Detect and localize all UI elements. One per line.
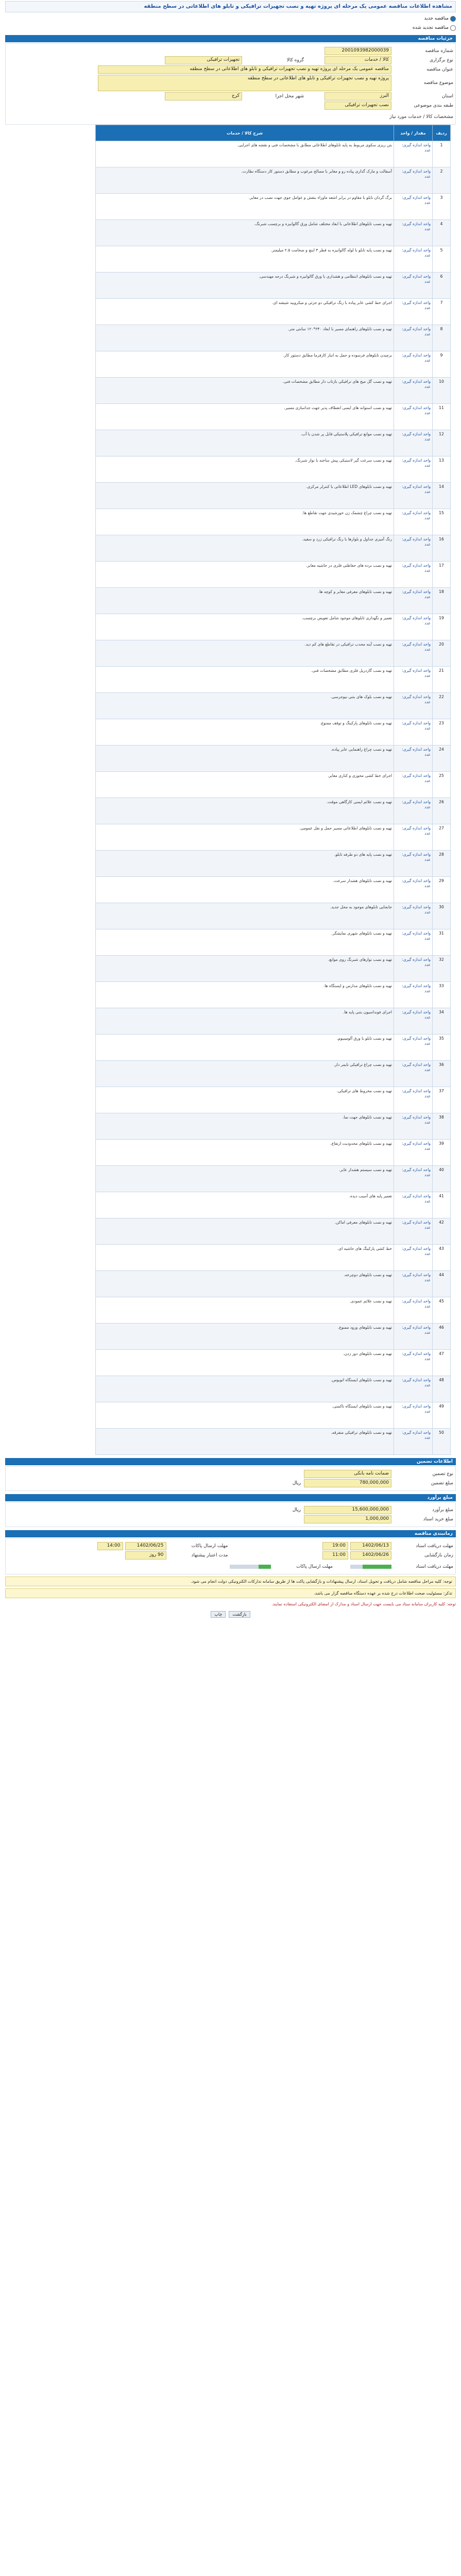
row-number: 30 xyxy=(433,903,451,929)
row-description: تهیه و نصب تابلوهای معرفی اماکن. xyxy=(96,1218,394,1245)
table-row xyxy=(96,1245,451,1271)
row-description: تهیه و نصب تابلوهای راهنمای مسیر با ابعاد ۲۴۰*۱۲۰ سانتی متر. xyxy=(96,325,394,351)
row-description: تهیه و نصب پایه تابلو با لوله گالوانیزه به قطر ۳ اینچ و ضخامت ۲.۵ میلیمتر. xyxy=(96,246,394,273)
estimate-value: 15,600,000,000 xyxy=(304,1506,391,1514)
row-number: 13 xyxy=(433,456,451,483)
row-number: 43 xyxy=(433,1245,451,1271)
status-renewed-label: مناقصه تجدید شده xyxy=(412,25,449,30)
progress2-fill xyxy=(259,1565,271,1569)
row-number: 40 xyxy=(433,1166,451,1192)
col-unit-header: مقدار / واحد xyxy=(394,125,433,141)
open-label: زمان بازگشایی xyxy=(424,1553,453,1558)
row-unit: واحد اندازه گیری: عدد xyxy=(394,1166,433,1192)
row-description: تهیه و نصب تابلوهای دور زدن. xyxy=(96,1350,394,1376)
table-row xyxy=(96,1218,451,1245)
subject-value: پروژه تهیه و نصب تجهیزات ترافیکی و تابلو های اطلاعاتی در سطح منطقه xyxy=(98,75,391,91)
progress1-label: مهلت دریافت اسناد xyxy=(416,1564,453,1569)
row-unit: واحد اندازه گیری: عدد xyxy=(394,378,433,404)
row-number: 44 xyxy=(433,1271,451,1297)
row-description: تهیه و نصب علائم ایمنی کارگاهی موقت. xyxy=(96,798,394,824)
row-description: تهیه و نصب تابلوهای جهت نما. xyxy=(96,1113,394,1140)
row-number: 39 xyxy=(433,1140,451,1166)
guarantee-section-header: اطلاعات تضمین xyxy=(5,1458,456,1465)
row-unit: واحد اندازه گیری: عدد xyxy=(394,1061,433,1087)
guarantee-unit: ریال xyxy=(292,1481,301,1486)
table-row xyxy=(96,824,451,851)
row-number: 28 xyxy=(433,851,451,877)
row-description: تهیه و نصب آینه محدب ترافیکی در تقاطع های کم دید. xyxy=(96,640,394,667)
row-unit: واحد اندازه گیری: عدد xyxy=(394,456,433,483)
print-button[interactable]: چاپ xyxy=(211,1611,226,1618)
open-date: 1402/06/26 xyxy=(350,1551,391,1560)
row-number: 37 xyxy=(433,1087,451,1113)
row-description: تهیه و نصب تابلوهای LED اطلاعاتی با کنترلر مرکزی. xyxy=(96,483,394,509)
status-new-radio[interactable] xyxy=(450,16,456,22)
row-description: برگ گردان تابلو با مقاوم در برابر اشعه ماوراء بنفش و عوامل جوی جهت نصب در معابر. xyxy=(96,194,394,220)
row-number: 9 xyxy=(433,351,451,378)
row-number: 50 xyxy=(433,1429,451,1455)
row-unit: واحد اندازه گیری: عدد xyxy=(394,1297,433,1324)
row-description: تعمیر پایه های آسیب دیده. xyxy=(96,1192,394,1218)
row-description: تهیه و نصب چراغ راهنمایی عابر پیاده. xyxy=(96,745,394,772)
row-unit: واحد اندازه گیری: عدد xyxy=(394,1087,433,1113)
row-number: 31 xyxy=(433,929,451,956)
table-row xyxy=(96,167,451,194)
row-description: خط کشی پارکینگ های حاشیه ای. xyxy=(96,1245,394,1271)
row-unit: واحد اندازه گیری: عدد xyxy=(394,1429,433,1455)
estimate-unit: ریال xyxy=(292,1507,301,1513)
table-row xyxy=(96,535,451,562)
city-label: شهر محل اجرا xyxy=(275,94,304,99)
page-title: مشاهده اطلاعات مناقصه عمومی یک مرحله ای پروژه تهیه و نصب تجهیزات ترافیکی و تابلو های اطلاعاتی در سطح منطقه xyxy=(5,1,456,12)
table-row xyxy=(96,1271,451,1297)
row-description: تعمیر و نگهداری تابلوهای موجود شامل تعویض برچسب. xyxy=(96,614,394,640)
row-unit: واحد اندازه گیری: عدد xyxy=(394,851,433,877)
table-row xyxy=(96,1192,451,1218)
doc-price-value: 1,000,000 xyxy=(304,1515,391,1523)
row-number: 20 xyxy=(433,640,451,667)
row-number: 26 xyxy=(433,798,451,824)
guarantee-amount-value: 780,000,000 xyxy=(304,1479,391,1487)
table-row xyxy=(96,1402,451,1429)
row-unit: واحد اندازه گیری: عدد xyxy=(394,640,433,667)
row-description: تهیه و نصب سرعت گیر لاستیکی پیش ساخته با نوار شبرنگ. xyxy=(96,456,394,483)
row-description: تهیه و نصب تابلوهای اطلاعاتی با ابعاد مختلف شامل ورق گالوانیزه و برچسب شبرنگ. xyxy=(96,220,394,246)
row-number: 17 xyxy=(433,562,451,588)
row-number: 2 xyxy=(433,167,451,194)
validity-label: مدت اعتبار پیشنهاد xyxy=(191,1553,228,1558)
table-row xyxy=(96,1140,451,1166)
table-row xyxy=(96,851,451,877)
row-description: تهیه و نصب تابلوهای انتظامی و هشداری با ورق گالوانیزه و شبرنگ درجه مهندسی. xyxy=(96,273,394,299)
row-unit: واحد اندازه گیری: عدد xyxy=(394,614,433,640)
publish-label: مهلت دریافت اسناد xyxy=(416,1544,453,1549)
row-unit: واحد اندازه گیری: عدد xyxy=(394,246,433,273)
row-unit: واحد اندازه گیری: عدد xyxy=(394,903,433,929)
table-row xyxy=(96,509,451,535)
row-unit: واحد اندازه گیری: عدد xyxy=(394,167,433,194)
row-number: 11 xyxy=(433,404,451,430)
table-row xyxy=(96,1061,451,1087)
table-row xyxy=(96,351,451,378)
table-row xyxy=(96,982,451,1008)
row-description: تهیه و نصب تابلوهای اطلاعاتی مسیر حمل و نقل عمومی. xyxy=(96,824,394,851)
details-section-header: جزئیات مناقصه xyxy=(5,35,456,42)
row-description: بتن ریزی سکوی مربوط به پایه تابلوهای اطلاعاتی مطابق با مشخصات فنی و نقشه های اجرایی. xyxy=(96,141,394,167)
row-number: 27 xyxy=(433,824,451,851)
status-renewed-radio[interactable] xyxy=(450,25,456,31)
row-number: 25 xyxy=(433,772,451,798)
row-number: 45 xyxy=(433,1297,451,1324)
row-number: 21 xyxy=(433,667,451,693)
row-description: جابجایی تابلوهای موجود به محل جدید. xyxy=(96,903,394,929)
back-button[interactable]: بازگشت xyxy=(229,1611,250,1618)
row-number: 18 xyxy=(433,588,451,614)
gov-group-value: تجهیزات ترافیکی xyxy=(165,56,242,64)
dates-block xyxy=(5,1538,456,1574)
row-number: 12 xyxy=(433,430,451,456)
table-row xyxy=(96,246,451,273)
row-number: 1 xyxy=(433,141,451,167)
row-unit: واحد اندازه گیری: عدد xyxy=(394,1402,433,1429)
table-row xyxy=(96,1324,451,1350)
estimate-label: مبلغ برآورد xyxy=(432,1507,453,1513)
row-description: تهیه و نصب مخروط های ترافیکی. xyxy=(96,1087,394,1113)
row-unit: واحد اندازه گیری: عدد xyxy=(394,982,433,1008)
row-description: تهیه و نصب گاردریل فلزی مطابق مشخصات فنی. xyxy=(96,667,394,693)
guarantee-amount-label: مبلغ تضمین xyxy=(431,1481,453,1486)
row-description: تهیه و نصب تابلوهای ایستگاه تاکسی. xyxy=(96,1402,394,1429)
row-number: 38 xyxy=(433,1113,451,1140)
details-block xyxy=(5,43,456,125)
open-time: 11:00 xyxy=(322,1551,348,1560)
row-unit: واحد اندازه گیری: عدد xyxy=(394,404,433,430)
table-row xyxy=(96,1166,451,1192)
row-unit: واحد اندازه گیری: عدد xyxy=(394,1218,433,1245)
row-unit: واحد اندازه گیری: عدد xyxy=(394,483,433,509)
row-number: 5 xyxy=(433,246,451,273)
row-unit: واحد اندازه گیری: عدد xyxy=(394,325,433,351)
category-value: کالا / خدمات xyxy=(325,56,391,64)
table-row xyxy=(96,588,451,614)
row-number: 19 xyxy=(433,614,451,640)
row-description: تهیه و نصب استوانه های ایمنی انعطاف پذیر جهت جداسازی مسیر. xyxy=(96,404,394,430)
row-number: 10 xyxy=(433,378,451,404)
row-number: 48 xyxy=(433,1376,451,1402)
table-row xyxy=(96,1035,451,1061)
row-description: تهیه و نصب تابلوهای دوچرخه. xyxy=(96,1271,394,1297)
row-number: 7 xyxy=(433,299,451,325)
table-row xyxy=(96,614,451,640)
row-description: تهیه و نصب تابلوهای محدودیت ارتفاع. xyxy=(96,1140,394,1166)
publish-time: 19:00 xyxy=(322,1542,348,1550)
row-unit: واحد اندازه گیری: عدد xyxy=(394,693,433,719)
row-number: 42 xyxy=(433,1218,451,1245)
table-row xyxy=(96,929,451,956)
row-unit: واحد اندازه گیری: عدد xyxy=(394,1035,433,1061)
row-unit: واحد اندازه گیری: عدد xyxy=(394,430,433,456)
row-description: تهیه و نصب گل میخ های ترافیکی بازتاب دار مطابق مشخصات فنی. xyxy=(96,378,394,404)
title-value: مناقصه عمومی یک مرحله ای پروژه تهیه و نصب تجهیزات ترافیکی و تابلو های اطلاعاتی در سطح منطقه xyxy=(98,65,391,74)
row-unit: واحد اندازه گیری: عدد xyxy=(394,929,433,956)
row-number: 23 xyxy=(433,719,451,745)
status-new-label: مناقصه جدید xyxy=(424,16,449,21)
row-unit: واحد اندازه گیری: عدد xyxy=(394,273,433,299)
row-number: 8 xyxy=(433,325,451,351)
table-row xyxy=(96,378,451,404)
row-description: تهیه و نصب چراغ ترافیکی تایمر دار. xyxy=(96,1061,394,1087)
validity-value: 90 روز xyxy=(125,1551,166,1560)
row-number: 46 xyxy=(433,1324,451,1350)
note-1: توجه: کلیه مراحل مناقصه شامل دریافت و تحویل اسناد، ارسال پیشنهادات و بازگشایی پاکت ها از طریق سامانه تدارکات الکترونیکی دولت انجام می شود. xyxy=(5,1577,456,1586)
info-label: مشخصات کالا / خدمات مورد نیاز xyxy=(389,114,453,120)
row-number: 15 xyxy=(433,509,451,535)
row-description: تهیه و نصب تابلوهای پارکینگ و توقف ممنوع. xyxy=(96,719,394,745)
row-description: تهیه و نصب علائم عمودی. xyxy=(96,1297,394,1324)
row-unit: واحد اندازه گیری: عدد xyxy=(394,719,433,745)
row-unit: واحد اندازه گیری: عدد xyxy=(394,351,433,378)
row-number: 41 xyxy=(433,1192,451,1218)
subject-label: موضوع مناقصه xyxy=(423,80,453,86)
table-row xyxy=(96,772,451,798)
note-2: تذکر: مسئولیت صحت اطلاعات درج شده بر عهده دستگاه مناقصه گزار می باشد. xyxy=(5,1588,456,1598)
guarantee-type-value: ضمانت نامه بانکی xyxy=(304,1470,391,1478)
row-unit: واحد اندازه گیری: عدد xyxy=(394,1140,433,1166)
progress2-bar xyxy=(230,1565,271,1569)
table-row xyxy=(96,640,451,667)
row-description: برچیدن تابلوهای فرسوده و حمل به انبار کارفرما مطابق دستور کار. xyxy=(96,351,394,378)
gov-group-label: گروه کالا xyxy=(286,58,304,63)
row-description: تهیه و نصب نرده های حفاظتی فلزی در حاشیه معابر. xyxy=(96,562,394,588)
publish-date: 1402/06/13 xyxy=(350,1542,391,1550)
progress1-fill xyxy=(363,1565,391,1569)
dates-section-header: زمانبندی مناقصه xyxy=(5,1530,456,1537)
table-row xyxy=(96,1297,451,1324)
row-description: اجرای خط کشی محوری و کناری معابر. xyxy=(96,772,394,798)
title-label: عنوان مناقصه xyxy=(426,67,453,72)
row-unit: واحد اندازه گیری: عدد xyxy=(394,1192,433,1218)
row-number: 24 xyxy=(433,745,451,772)
row-description: تهیه و نصب تابلوهای ایستگاه اتوبوس. xyxy=(96,1376,394,1402)
col-num-header: ردیف xyxy=(433,125,451,141)
table-row xyxy=(96,220,451,246)
row-description: تهیه و نصب پایه های دو طرفه تابلو. xyxy=(96,851,394,877)
table-row xyxy=(96,299,451,325)
province-label: استان xyxy=(441,94,453,99)
table-row xyxy=(96,877,451,903)
row-description: اجرای فونداسیون بتنی پایه ها. xyxy=(96,1008,394,1035)
footer-note: توجه: کلیه کاربران سامانه ستاد می بایست جهت ارسال اسناد و مدارک از امضای الکترونیکی استفاده نمایند. xyxy=(271,1602,456,1606)
row-description: تهیه و نصب تابلو با ورق آلومینیوم. xyxy=(96,1035,394,1061)
table-row xyxy=(96,194,451,220)
row-number: 14 xyxy=(433,483,451,509)
row-description: رنگ آمیزی جداول و بلوارها با رنگ ترافیکی زرد و سفید. xyxy=(96,535,394,562)
row-description: تهیه و نصب موانع ترافیکی پلاستیکی قابل پر شدن با آب. xyxy=(96,430,394,456)
table-row xyxy=(96,1376,451,1402)
table-row xyxy=(96,456,451,483)
row-description: تهیه و نصب چراغ چشمک زن خورشیدی جهت تقاطع ها. xyxy=(96,509,394,535)
table-row xyxy=(96,1350,451,1376)
row-unit: واحد اندازه گیری: عدد xyxy=(394,1350,433,1376)
submit-time: 14:00 xyxy=(97,1542,123,1550)
table-row xyxy=(96,719,451,745)
row-number: 35 xyxy=(433,1035,451,1061)
table-row xyxy=(96,956,451,982)
price-section-header: مبلغ برآورد xyxy=(5,1494,456,1501)
table-row xyxy=(96,430,451,456)
row-description: تهیه و نصب سیستم هشدار عابر. xyxy=(96,1166,394,1192)
row-unit: واحد اندازه گیری: عدد xyxy=(394,1113,433,1140)
row-unit: واحد اندازه گیری: عدد xyxy=(394,877,433,903)
number-value: 2001093982000039 xyxy=(325,47,391,55)
row-description: تهیه و نصب تابلوهای ترافیکی متفرقه. xyxy=(96,1429,394,1455)
table-row xyxy=(96,483,451,509)
category-label: نوع برگزاری xyxy=(430,58,453,63)
row-unit: واحد اندازه گیری: عدد xyxy=(394,667,433,693)
table-row xyxy=(96,1113,451,1140)
work-group-label: طبقه بندی موضوعی xyxy=(414,103,453,108)
row-unit: واحد اندازه گیری: عدد xyxy=(394,220,433,246)
row-number: 33 xyxy=(433,982,451,1008)
table-row xyxy=(96,745,451,772)
table-row xyxy=(96,404,451,430)
row-description: آسفالت و مارک گذاری پیاده رو و معابر با مصالح مرغوب و مطابق دستور کار دستگاه نظارت. xyxy=(96,167,394,194)
row-unit: واحد اندازه گیری: عدد xyxy=(394,562,433,588)
row-number: 36 xyxy=(433,1061,451,1087)
row-number: 32 xyxy=(433,956,451,982)
table-row xyxy=(96,1429,451,1455)
row-unit: واحد اندازه گیری: عدد xyxy=(394,1271,433,1297)
row-number: 34 xyxy=(433,1008,451,1035)
row-unit: واحد اندازه گیری: عدد xyxy=(394,194,433,220)
row-description: تهیه و نصب تابلوهای هشدار سرعت. xyxy=(96,877,394,903)
table-row xyxy=(96,798,451,824)
submit-label: مهلت ارسال پاکات xyxy=(191,1544,228,1549)
table-row xyxy=(96,1087,451,1113)
price-block xyxy=(5,1502,456,1527)
doc-price-label: مبلغ خرید اسناد xyxy=(423,1517,453,1522)
row-unit: واحد اندازه گیری: عدد xyxy=(394,588,433,614)
row-unit: واحد اندازه گیری: عدد xyxy=(394,299,433,325)
submit-date: 1402/06/25 xyxy=(125,1542,166,1550)
table-row xyxy=(96,1008,451,1035)
table-row xyxy=(96,667,451,693)
row-number: 49 xyxy=(433,1402,451,1429)
row-number: 22 xyxy=(433,693,451,719)
row-number: 4 xyxy=(433,220,451,246)
table-row xyxy=(96,693,451,719)
progress2-label: مهلت ارسال پاکات xyxy=(296,1564,333,1569)
row-description: تهیه و نصب تابلوهای ورود ممنوع. xyxy=(96,1324,394,1350)
row-number: 29 xyxy=(433,877,451,903)
table-row xyxy=(96,562,451,588)
province-value: البرز xyxy=(325,92,391,100)
row-number: 16 xyxy=(433,535,451,562)
table-row xyxy=(96,325,451,351)
row-unit: واحد اندازه گیری: عدد xyxy=(394,1008,433,1035)
row-description: تهیه و نصب تابلوهای معرفی معابر و کوچه ها. xyxy=(96,588,394,614)
row-unit: واحد اندازه گیری: عدد xyxy=(394,509,433,535)
row-description: تهیه و نصب تابلوهای مدارس و ایستگاه ها. xyxy=(96,982,394,1008)
tender-page xyxy=(5,1,456,1618)
row-unit: واحد اندازه گیری: عدد xyxy=(394,745,433,772)
row-unit: واحد اندازه گیری: عدد xyxy=(394,956,433,982)
number-label: شماره مناقصه xyxy=(425,48,453,54)
guarantee-type-label: نوع تضمین xyxy=(432,1471,453,1477)
row-unit: واحد اندازه گیری: عدد xyxy=(394,1245,433,1271)
row-unit: واحد اندازه گیری: عدد xyxy=(394,141,433,167)
row-number: 3 xyxy=(433,194,451,220)
table-row xyxy=(96,273,451,299)
items-table xyxy=(95,125,451,1455)
table-row xyxy=(96,903,451,929)
city-value: کرج xyxy=(165,92,242,100)
work-group-value: نصب تجهیزات ترافیکی xyxy=(325,101,391,110)
row-unit: واحد اندازه گیری: عدد xyxy=(394,824,433,851)
row-unit: واحد اندازه گیری: عدد xyxy=(394,772,433,798)
row-description: تهیه و نصب بلوک های بتنی نیوجرسی. xyxy=(96,693,394,719)
progress1-bar xyxy=(350,1565,391,1569)
table-row xyxy=(96,141,451,167)
row-description: تهیه و نصب تابلوهای شهری نمایشگر. xyxy=(96,929,394,956)
row-number: 47 xyxy=(433,1350,451,1376)
row-unit: واحد اندازه گیری: عدد xyxy=(394,798,433,824)
row-unit: واحد اندازه گیری: عدد xyxy=(394,1324,433,1350)
guarantee-block xyxy=(5,1466,456,1491)
row-unit: واحد اندازه گیری: عدد xyxy=(394,535,433,562)
row-unit: واحد اندازه گیری: عدد xyxy=(394,1376,433,1402)
row-number: 6 xyxy=(433,273,451,299)
row-description: تهیه و نصب نوارهای شبرنگ روی موانع. xyxy=(96,956,394,982)
col-desc-header: شرح کالا / خدمات xyxy=(96,125,394,141)
row-description: اجرای خط کشی عابر پیاده با رنگ ترافیکی دو جزئی و میکروبید شیشه ای. xyxy=(96,299,394,325)
